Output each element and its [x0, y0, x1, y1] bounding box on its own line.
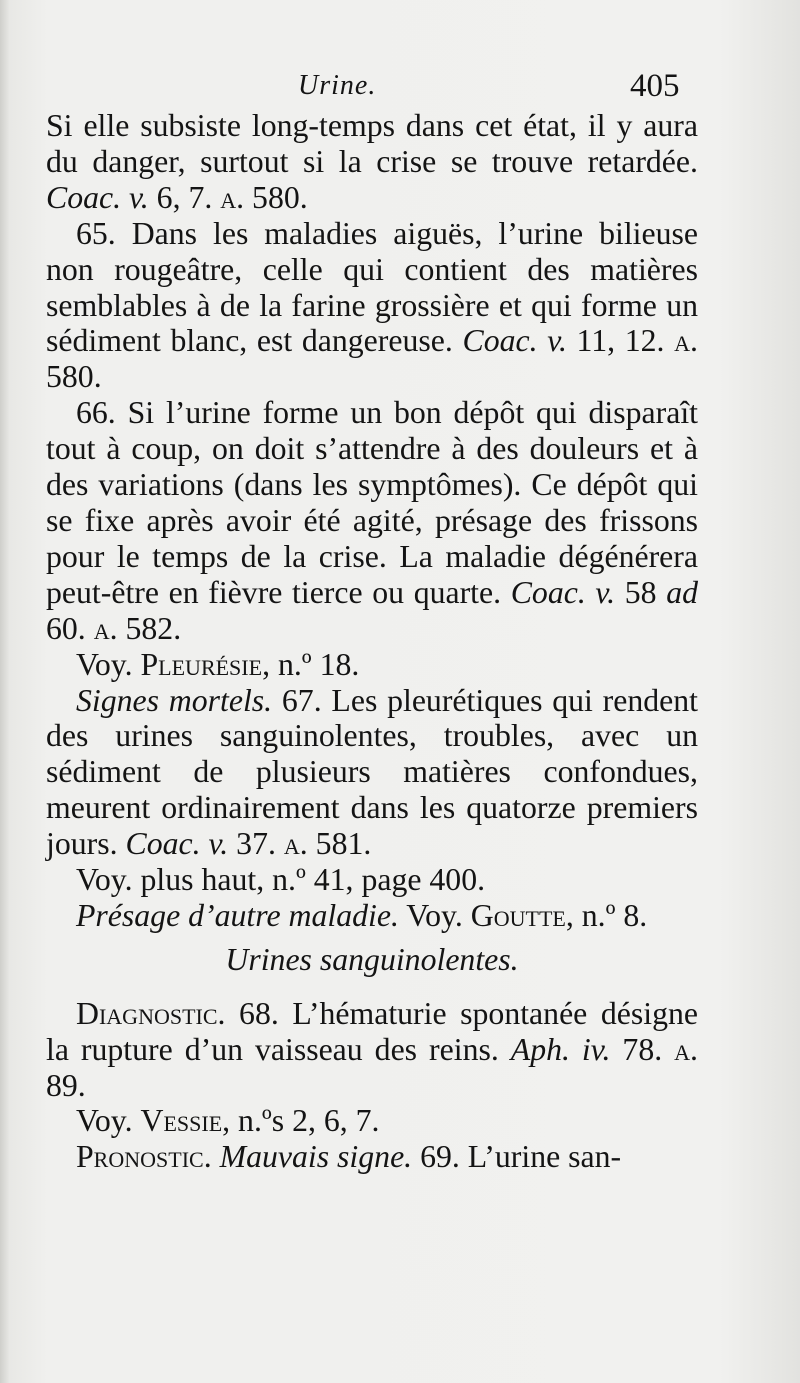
page-gutter-shadow: [0, 0, 10, 1383]
text-span: a.: [220, 179, 245, 215]
text-span: a.: [93, 610, 118, 646]
text-span: Signes mortels.: [76, 682, 273, 718]
text-span: 37.: [228, 826, 284, 862]
text-span: Présage d’autre maladie.: [76, 897, 399, 933]
text-span: Voy. plus haut, n.º 41, page 400.: [76, 862, 486, 898]
paragraph: [46, 1139, 698, 1175]
text-span: 68. L’hématurie spontanée désigne la rupture d’un vaisseau des reins.: [46, 995, 698, 1067]
text-span: 582.: [117, 610, 182, 646]
paragraph: [46, 108, 698, 216]
text-span: Pleurésie: [140, 646, 263, 682]
text-span: 65. Dans les maladies aiguës, l’urine bilieuse non rougeâtre, celle qui contient des matières semblables à de la farine grossière et qui forme un sédiment blanc, est dangereuse.: [46, 215, 698, 359]
text-span: 6, 7.: [148, 179, 221, 215]
page-number: 405: [630, 68, 680, 104]
section-heading: [46, 942, 698, 978]
text-span: Voy.: [398, 897, 471, 933]
paragraph: [46, 683, 698, 863]
text-span: Vessie: [140, 1103, 223, 1139]
paragraph: [46, 898, 698, 934]
text-span: Pronostic.: [76, 1139, 212, 1175]
text-span: ad: [666, 574, 698, 610]
text-span: a.: [674, 323, 699, 359]
text-span: Coac. v.: [510, 574, 616, 610]
text-span: Diagnostic.: [76, 995, 226, 1031]
text-span: 580.: [244, 179, 308, 215]
text-span: , n.º 8.: [565, 897, 648, 933]
text-span: 11, 12.: [566, 323, 675, 359]
text-span: Coac. v.: [125, 826, 229, 862]
text-span: , n.º 18.: [262, 646, 360, 682]
text-span: 58: [615, 574, 667, 610]
text-span: 78.: [610, 1031, 675, 1067]
text-span: 89.: [46, 1067, 86, 1103]
running-head-title: Urine.: [298, 70, 377, 101]
text-span: Si elle subsiste long-temps dans cet état, il y aura du danger, surtout si la crise se trouve retardée.: [46, 108, 698, 179]
body-text: [46, 108, 698, 1175]
text-span: 67. Les pleurétiques qui rendent des urines sanguinolentes, troubles, avec un sédiment de plusieurs matières confondues, meurent ordinairement dans les quatorze premiers jours.: [46, 682, 698, 862]
paragraph: [46, 862, 698, 898]
text-span: 66. Si l’urine forme un bon dépôt qui disparaît tout à coup, on doit s’attendre à des douleurs et à des variations (dans les symptômes). Ce dépôt qui se fixe après avoir été agité, présage des frissons pour le temps de la crise. La maladie dégénérera peut-être en fièvre tierce ou quarte.: [46, 395, 698, 610]
paragraph: [46, 996, 698, 1104]
text-span: Aph. iv.: [510, 1031, 611, 1067]
text-span: 69. L’urine san-: [412, 1139, 622, 1175]
text-span: , n.ºs 2, 6, 7.: [222, 1103, 380, 1139]
paragraph: [46, 1103, 698, 1139]
text-span: Voy.: [76, 1103, 141, 1139]
text-span: Voy.: [76, 646, 141, 682]
text-span: [212, 1139, 220, 1174]
text-span: Mauvais signe.: [219, 1139, 413, 1175]
text-span: 60.: [46, 610, 94, 646]
text-span: a.: [674, 1031, 698, 1067]
text-span: 581.: [307, 826, 372, 862]
text-span: Coac. v.: [46, 179, 149, 215]
text-span: Urines sanguinolentes.: [225, 941, 519, 977]
text-span: 580.: [46, 359, 102, 395]
paragraph: [46, 216, 698, 396]
paragraph: [46, 647, 698, 683]
text-span: a.: [283, 826, 308, 862]
running-head: [0, 64, 800, 114]
text-span: Goutte: [470, 897, 566, 933]
paragraph: [46, 395, 698, 646]
text-span: Coac. v.: [462, 323, 567, 359]
